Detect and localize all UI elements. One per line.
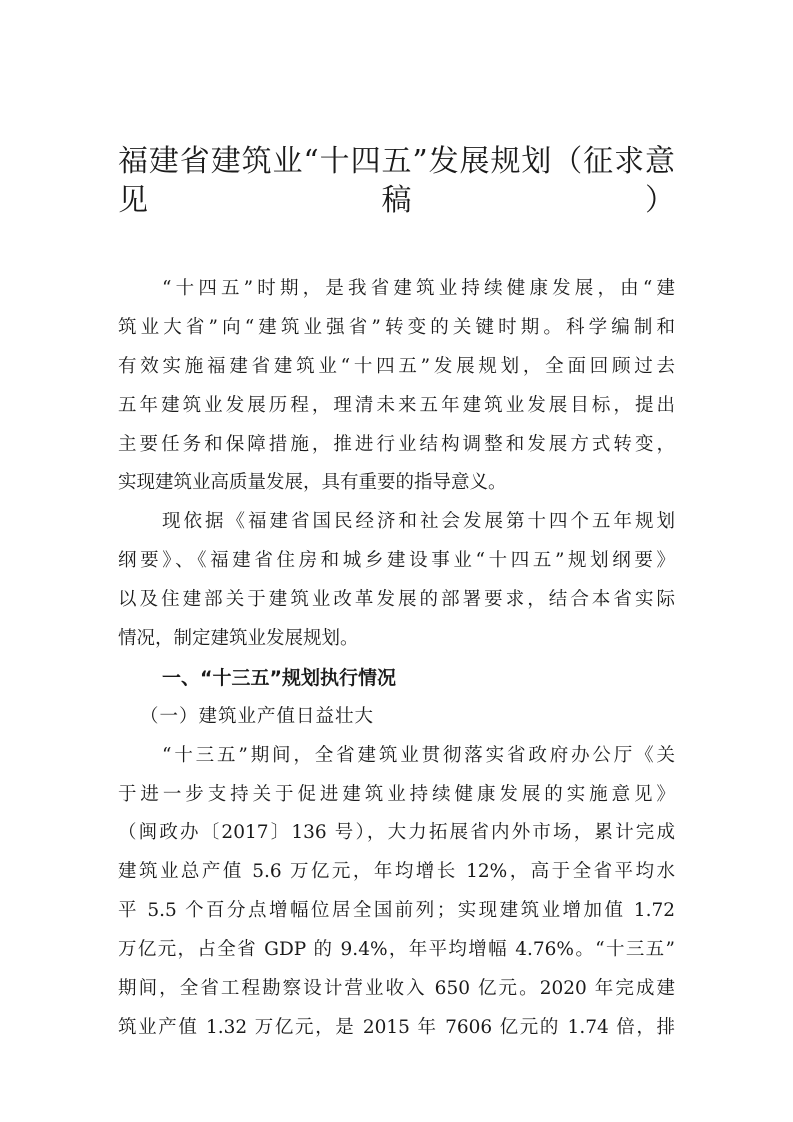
- text-line: 主要任务和保障措施，推进行业结构调整和发展方式转变，: [118, 433, 675, 455]
- text-line: 建筑业总产值 5.6 万亿元，年均增长 12%，高于全省平均水: [118, 861, 675, 883]
- subsection-heading: （一）建筑业产值日益壮大: [140, 705, 375, 727]
- paragraph-output-value: [118, 737, 675, 1048]
- paragraph-basis: [118, 503, 675, 659]
- text-line: 纲要》、《福建省住房和城乡建设事业“十四五”规划纲要》: [118, 550, 675, 572]
- text-line: 五年建筑业发展历程，理清未来五年建筑业发展目标，提出: [118, 394, 675, 416]
- text-line: 筑业产值 1.32 万亿元，是 2015 年 7606 亿元的 1.74 倍，排: [118, 1016, 675, 1038]
- text-line: “十三五”期间，全省建筑业贯彻落实省政府办公厅《关: [162, 744, 675, 766]
- text-line: （闽政办〔2017〕136 号），大力拓展省内外市场，累计完成: [118, 822, 675, 844]
- text-line: 情况，制定建筑业发展规划。: [118, 628, 359, 650]
- text-line: 以及住建部关于建筑业改革发展的部署要求，结合本省实际: [118, 589, 675, 611]
- text-line: 现依据《福建省国民经济和社会发展第十四个五年规划: [162, 511, 675, 533]
- text-line: 于进一步支持关于促进建筑业持续健康发展的实施意见》: [118, 783, 675, 805]
- text-line: 平 5.5 个百分点增幅位居全国前列；实现建筑业增加值 1.72: [118, 900, 675, 922]
- text-line: 实现建筑业高质量发展，具有重要的指导意义。: [118, 472, 507, 494]
- paragraph-intro: [118, 270, 675, 503]
- title-line: 见稿）: [118, 182, 675, 218]
- document-title: [118, 138, 675, 216]
- document-body: [118, 270, 675, 1048]
- text-line: 万亿元，占全省 GDP 的 9.4%，年平均增幅 4.76%。“十三五”: [118, 939, 675, 961]
- text-line: 有效实施福建省建筑业“十四五”发展规划，全面回顾过去: [118, 355, 675, 377]
- text-line: 筑业大省”向“建筑业强省”转变的关键时期。科学编制和: [118, 316, 675, 338]
- section-heading: 一、“十三五”规划执行情况: [162, 666, 396, 689]
- text-line: 期间，全省工程勘察设计营业收入 650 亿元。2020 年完成建: [118, 978, 675, 1000]
- text-line: “十四五”时期，是我省建筑业持续健康发展，由“建: [162, 278, 675, 299]
- title-line: 福建省建筑业“十四五”发展规划（征求意: [118, 144, 675, 179]
